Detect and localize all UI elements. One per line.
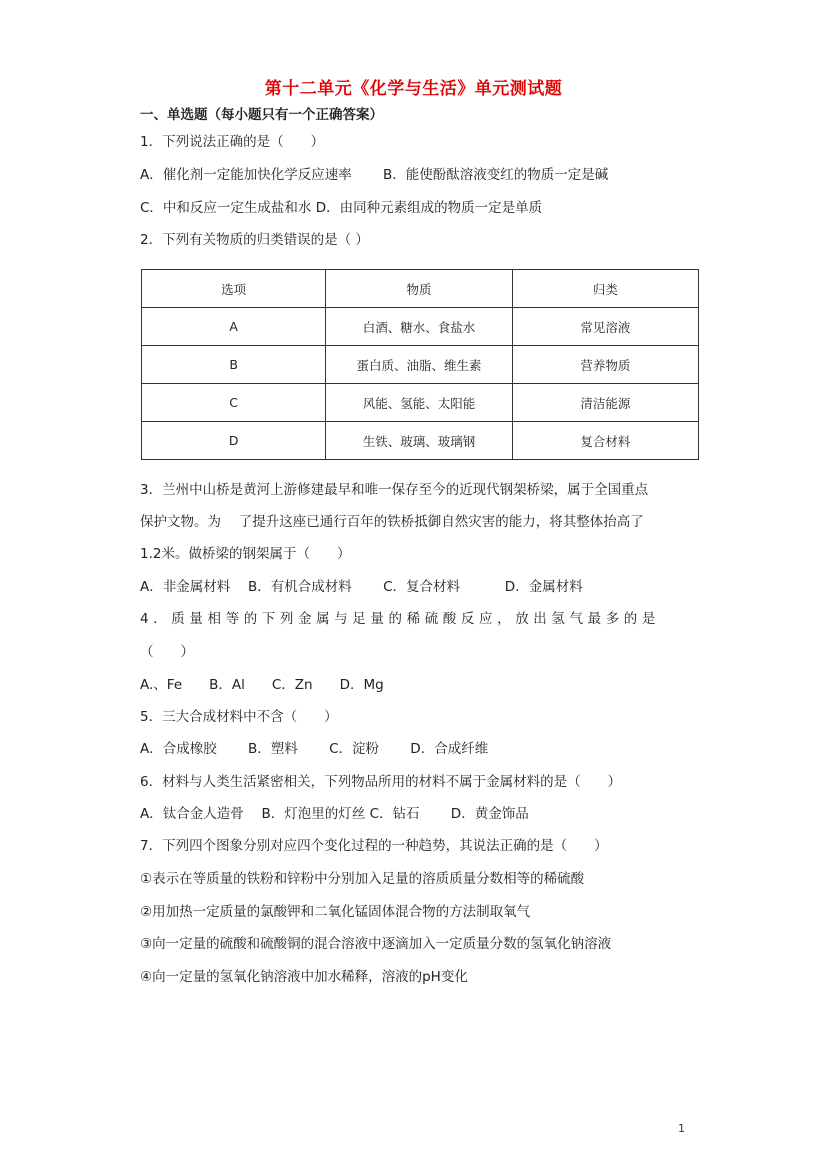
table-cell: B xyxy=(142,346,326,384)
question-1-stem: 1．下列说法正确的是（ ） xyxy=(140,134,325,150)
page-number: 1 xyxy=(678,1122,685,1135)
question-2-stem: 2．下列有关物质的归类错误的是（ ） xyxy=(140,232,369,248)
table-cell: 清洁能源 xyxy=(512,384,698,422)
question-6-stem: 6．材料与人类生活紧密相关，下列物品所用的材料不属于金属材料的是（ ） xyxy=(140,774,622,790)
table-row xyxy=(142,346,699,384)
question-3-line-1: 3．兰州中山桥是黄河上游修建最早和唯一保存至今的近现代钢架桥梁，属于全国重点 xyxy=(140,482,649,498)
table-row xyxy=(142,422,699,460)
question-3-options: A．非金属材料 B．有机合成材料 C．复合材料 D．金属材料 xyxy=(140,579,583,595)
question-1-options-line-2: C．中和反应一定生成盐和水 D．由同种元素组成的物质一定是单质 xyxy=(140,200,543,216)
question-7-item-1: ①表示在等质量的铁粉和锌粉中分别加入足量的溶质质量分数相等的稀硫酸 xyxy=(140,871,585,887)
table-cell: 复合材料 xyxy=(512,422,698,460)
table-cell: 蛋白质、油脂、维生素 xyxy=(326,346,512,384)
table-row xyxy=(142,384,699,422)
table-header-cell: 归类 xyxy=(512,270,698,308)
table-header-cell: 物质 xyxy=(326,270,512,308)
table-cell: 常见溶液 xyxy=(512,308,698,346)
table-header-row xyxy=(142,270,699,308)
question-7-item-3: ③向一定量的硫酸和硫酸铜的混合溶液中逐滴加入一定质量分数的氢氧化钠溶液 xyxy=(140,936,612,952)
question-7-stem: 7．下列四个图象分别对应四个变化过程的一种趋势，其说法正确的是（ ） xyxy=(140,838,608,854)
table-row xyxy=(142,308,699,346)
question-4-line-2: （ ） xyxy=(140,644,194,660)
table-cell: C xyxy=(142,384,326,422)
question-4-line-1: 4．质量相等的下列金属与足量的稀硫酸反应，放出氢气最多的是 xyxy=(140,611,660,627)
table-cell: 生铁、玻璃、玻璃钢 xyxy=(326,422,512,460)
question-4-options: A.、Fe B．Al C．Zn D．Mg xyxy=(140,677,384,693)
classification-table xyxy=(141,269,699,460)
question-7-item-2: ②用加热一定质量的氯酸钾和二氧化锰固体混合物的方法制取氧气 xyxy=(140,904,531,920)
table-cell: 营养物质 xyxy=(512,346,698,384)
question-7-item-4: ④向一定量的氢氧化钠溶液中加水稀释，溶液的pH变化 xyxy=(140,969,468,985)
question-5-options: A．合成橡胶 B．塑料 C．淀粉 D．合成纤维 xyxy=(140,741,489,757)
question-1-options-line-1: A．催化剂一定能加快化学反应速率 B．能使酚酞溶液变红的物质一定是碱 xyxy=(140,167,609,183)
table-cell: D xyxy=(142,422,326,460)
table-cell: 白酒、糖水、食盐水 xyxy=(326,308,512,346)
page-title: 第十二单元《化学与生活》单元测试题 xyxy=(264,79,563,99)
question-5-stem: 5．三大合成材料中不含（ ） xyxy=(140,709,338,725)
question-3-line-3: 1.2米。做桥梁的钢架属于（ ） xyxy=(140,546,351,562)
table-cell: 风能、氢能、太阳能 xyxy=(326,384,512,422)
section-heading: 一、单选题（每小题只有一个正确答案） xyxy=(140,107,383,123)
table-header-cell: 选项 xyxy=(142,270,326,308)
table-cell: A xyxy=(142,308,326,346)
question-3-line-2: 保护文物。为 了提升这座已通行百年的铁桥抵御自然灾害的能力，将其整体抬高了 xyxy=(140,514,644,530)
question-6-options: A．钛合金人造骨 B．灯泡里的灯丝 C．钻石 D．黄金饰品 xyxy=(140,806,529,822)
